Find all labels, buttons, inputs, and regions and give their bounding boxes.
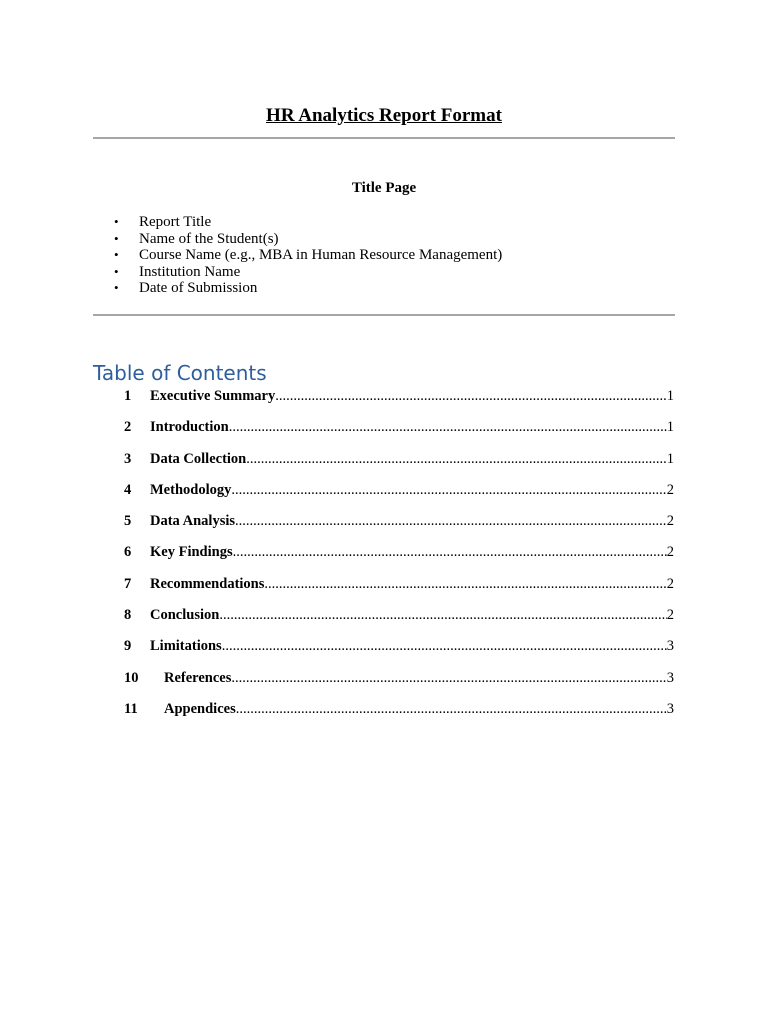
bullet-icon: • [114, 214, 119, 229]
list-item-text: Course Name (e.g., MBA in Human Resource Management) [139, 247, 503, 264]
toc-leader-dots [222, 636, 667, 656]
toc-entry-title[interactable]: Limitations [150, 638, 222, 655]
toc-leader-dots [275, 386, 667, 406]
toc-entry-page: 1 [666, 450, 674, 467]
toc-entry-page: 2 [666, 481, 674, 498]
toc-entry[interactable] [124, 542, 674, 573]
toc-leader-dots [219, 605, 666, 625]
horizontal-rule [93, 314, 675, 316]
toc-entry[interactable] [124, 605, 674, 636]
bullet-icon: • [114, 280, 119, 296]
toc-entry-page: 1 [666, 388, 674, 404]
toc-entry[interactable] [124, 574, 674, 605]
list-item [112, 214, 502, 231]
toc-entry[interactable] [124, 417, 674, 448]
horizontal-rule [93, 137, 675, 139]
toc-entry-number: 5 [124, 513, 132, 530]
toc-entry-title[interactable]: Key Findings [150, 544, 233, 561]
toc-entry-page: 2 [666, 575, 674, 592]
toc-entry-title[interactable]: Conclusion [150, 607, 220, 624]
table-of-contents [124, 386, 674, 730]
toc-entry-title[interactable]: Executive Summary [150, 388, 276, 404]
list-item-text: Name of the Student(s) [139, 230, 279, 247]
toc-entry-number: 9 [124, 638, 132, 655]
toc-entry-page: 2 [666, 544, 674, 561]
toc-entry[interactable] [124, 449, 674, 480]
toc-entry-page: 3 [666, 700, 674, 717]
list-item [112, 280, 502, 297]
title-page-list [112, 214, 502, 297]
list-item [112, 264, 502, 281]
toc-entry[interactable] [124, 480, 674, 511]
toc-entry-title[interactable]: Introduction [150, 419, 229, 436]
toc-entry-number: 3 [124, 450, 132, 467]
toc-entry-number: 6 [124, 544, 132, 561]
toc-entry-number: 7 [124, 575, 132, 592]
toc-leader-dots [229, 417, 667, 437]
bullet-icon: • [114, 247, 119, 263]
toc-entry[interactable] [124, 386, 674, 417]
toc-leader-dots [233, 542, 667, 562]
toc-entry-number: 2 [124, 419, 132, 436]
toc-entry-page: 2 [666, 607, 674, 624]
toc-entry[interactable] [124, 636, 674, 667]
toc-entry-title[interactable]: Data Analysis [150, 513, 236, 530]
toc-entry-page: 1 [666, 419, 674, 436]
toc-entry[interactable] [124, 511, 674, 542]
title-page-heading: Title Page [351, 180, 417, 196]
document-title: HR Analytics Report Format [266, 105, 502, 126]
toc-leader-dots [231, 480, 666, 500]
toc-entry-title[interactable]: References [164, 669, 232, 686]
toc-entry-page: 3 [666, 669, 674, 686]
list-item-text: Institution Name [139, 263, 241, 280]
list-item-text: Report Title [139, 214, 212, 230]
toc-entry-number: 10 [124, 669, 139, 686]
toc-entry-page: 3 [666, 638, 674, 655]
toc-entry-number: 1 [124, 388, 132, 404]
toc-leader-dots [236, 699, 667, 719]
toc-leader-dots [235, 511, 667, 531]
bullet-icon: • [114, 230, 119, 246]
list-item [112, 247, 502, 264]
toc-heading: Table of Contents [93, 361, 267, 385]
toc-entry[interactable] [124, 668, 674, 699]
toc-entry-title[interactable]: Data Collection [150, 450, 247, 467]
toc-entry-title[interactable]: Recommendations [150, 575, 265, 592]
toc-entry-number: 8 [124, 607, 132, 624]
toc-entry-number: 11 [124, 700, 138, 717]
toc-leader-dots [231, 668, 666, 688]
toc-entry-number: 4 [124, 481, 132, 498]
list-item-text: Date of Submission [139, 280, 258, 297]
toc-leader-dots [246, 449, 667, 469]
toc-entry-title[interactable]: Methodology [150, 481, 232, 498]
toc-leader-dots [264, 574, 666, 594]
toc-entry-title[interactable]: Appendices [164, 700, 236, 717]
bullet-icon: • [114, 263, 119, 279]
list-item [112, 231, 502, 248]
toc-entry-page: 2 [666, 513, 674, 530]
toc-entry[interactable] [124, 699, 674, 730]
